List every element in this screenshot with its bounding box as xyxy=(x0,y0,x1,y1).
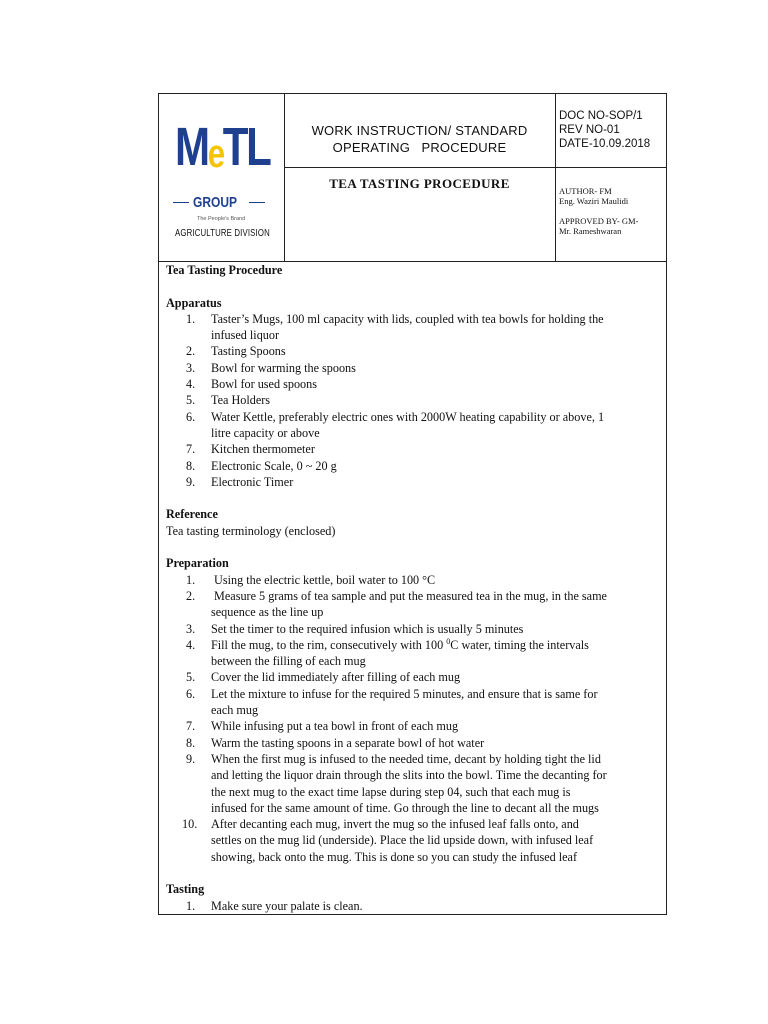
approved-name: Mr. Rameshwaran xyxy=(559,226,622,236)
doc-numbers xyxy=(559,109,650,151)
apparatus-list xyxy=(166,311,661,490)
logo-rule-left xyxy=(173,202,189,203)
list-item: 3. Set the timer to the required infusion which is usually 5 minutes xyxy=(186,621,524,636)
doc-date: DATE-10.09.2018 xyxy=(559,138,651,150)
body-title: Tea Tasting Procedure xyxy=(166,263,283,277)
list-item: 8. Electronic Scale, 0 ~ 20 g xyxy=(186,458,337,473)
list-item: 2. Measure 5 grams of tea sample and put the measured tea in the mug, in the same sequence as the line up xyxy=(186,588,607,620)
logo-wordmark xyxy=(175,118,270,181)
tasting-list xyxy=(166,898,661,914)
document-header-table xyxy=(159,94,666,262)
author-name: Eng. Waziri Maulidi xyxy=(559,196,629,206)
list-item: 4. Fill the mug, to the rim, consecutively with 100 $^0$C water, timing the intervals between the filling of each mug xyxy=(186,636,589,669)
logo-letters-tl: TL xyxy=(222,117,270,177)
list-item: 1. Taster’s Mugs, 100 ml capacity with lids, coupled with tea bowls for holding the infused liquor xyxy=(186,311,604,343)
doc-no: DOC NO-SOP/1 xyxy=(559,110,643,122)
document-frame xyxy=(158,93,667,915)
list-item: 6. Let the mixture to infuse for the required 5 minutes, and ensure that is same for each mug xyxy=(186,686,598,718)
logo-division: AGRICULTURE DIVISION xyxy=(175,228,270,239)
procedure-title: TEA TASTING PROCEDURE xyxy=(329,176,510,191)
logo-cell xyxy=(159,94,285,261)
rev-no: REV NO-01 xyxy=(559,124,620,136)
doc-info-cell xyxy=(555,94,666,261)
procedure-body xyxy=(166,262,661,914)
list-item: 8. Warm the tasting spoons in a separate bowl of hot water xyxy=(186,735,485,750)
logo-group-text: GROUP xyxy=(193,194,238,211)
tasting-heading: Tasting xyxy=(166,882,205,897)
metl-group-logo xyxy=(171,118,271,248)
list-item: 4. Bowl for used spoons xyxy=(186,377,317,392)
logo-letter-m: M xyxy=(175,117,208,177)
list-item: 10. After decanting each mug, invert the mug so the infused leaf falls onto, and settles on the mug lid (underside). Place the lid upside down, with infused leaf showing, back onto the mug. This is done so you can study the infused leaf xyxy=(182,817,594,864)
doc-number-cell xyxy=(555,94,666,168)
list-item: 9. Electronic Timer xyxy=(186,474,294,489)
apparatus-heading: Apparatus xyxy=(166,295,222,310)
work-instruction-cell xyxy=(284,94,555,168)
list-item: 9. When the first mug is infused to the needed time, decant by holding tight the lid and letting the liquor drain through the slits into the bowl. Time the decanting for the next mug to the exact time lapse during step 04, such that each mug is infused for the same amount of time. Go through the line to decant all the mugs xyxy=(186,751,607,815)
list-item: 7. Kitchen thermometer xyxy=(186,442,315,457)
list-item: 1. Using the electric kettle, boil water to 100 °C xyxy=(186,572,436,587)
logo-letter-e: e xyxy=(207,132,223,176)
approved-label: APPROVED BY- GM- xyxy=(559,216,639,226)
logo-tagline: The People's Brand xyxy=(197,216,246,222)
reference-text: Tea tasting terminology (enclosed) xyxy=(166,523,336,538)
author-approval xyxy=(559,186,638,236)
list-item: 5. Tea Holders xyxy=(186,393,271,408)
work-instruction-line-2: OPERATING PROCEDURE xyxy=(332,140,507,155)
list-item: 2. Tasting Spoons xyxy=(186,344,286,359)
preparation-list xyxy=(166,572,661,865)
work-instruction-title xyxy=(284,122,555,156)
work-instruction-line-1: WORK INSTRUCTION/ STANDARD xyxy=(311,123,528,138)
title-cell xyxy=(284,94,556,261)
list-item: 7. While infusing put a tea bowl in front of each mug xyxy=(186,719,459,734)
preparation-heading: Preparation xyxy=(166,556,229,571)
list-item: 6. Water Kettle, preferably electric ones with 2000W heating capability or above, 1 litre capacity or above xyxy=(186,409,605,440)
list-item: 5. Cover the lid immediately after filling of each mug xyxy=(186,670,461,685)
list-item: 3. Bowl for warming the spoons xyxy=(186,360,356,375)
logo-rule-right xyxy=(249,202,265,203)
reference-heading: Reference xyxy=(166,507,218,522)
author-label: AUTHOR- FM xyxy=(559,186,612,196)
logo-group-row xyxy=(171,194,267,210)
list-item: 1. Make sure your palate is clean. xyxy=(186,898,363,913)
